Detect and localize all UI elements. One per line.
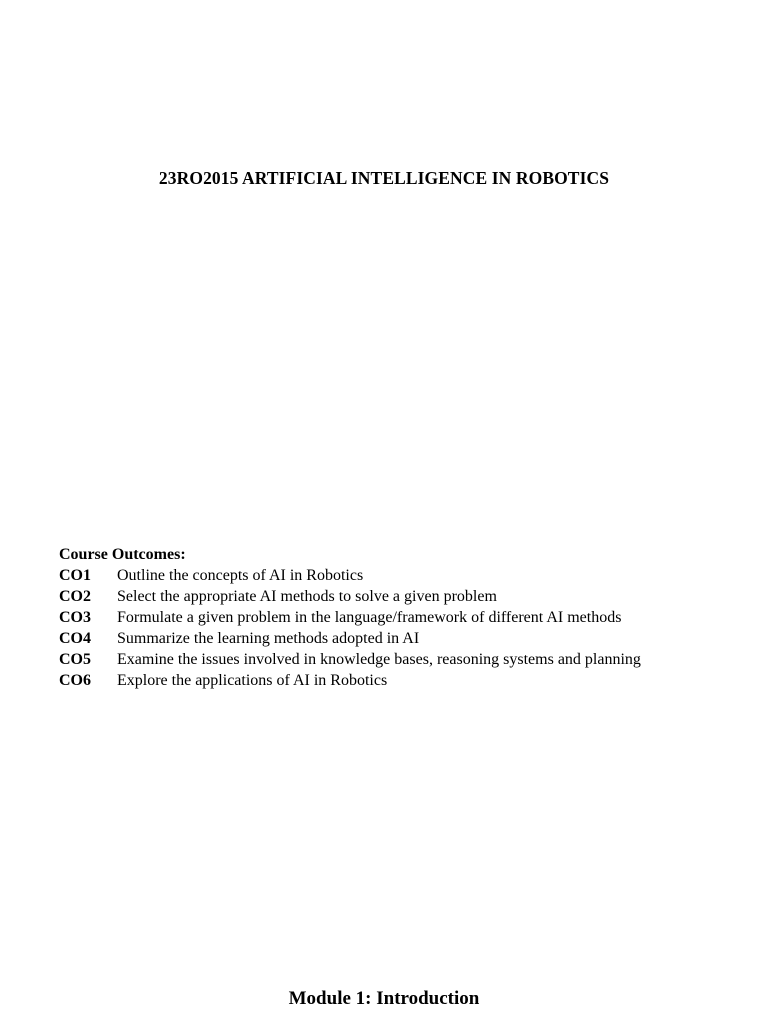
course-outcome-row xyxy=(59,565,749,586)
course-outcome-code: CO1 xyxy=(59,567,91,584)
course-outcome-code: CO3 xyxy=(59,609,91,626)
course-outcome-text: Select the appropriate AI methods to solve a given problem xyxy=(117,588,497,605)
course-outcome-row xyxy=(59,670,749,691)
course-outcome-code: CO6 xyxy=(59,672,91,689)
course-outcome-row xyxy=(59,586,749,607)
module-heading: Module 1: Introduction xyxy=(288,988,480,1009)
course-outcome-row xyxy=(59,628,749,649)
course-outcome-text: Summarize the learning methods adopted in AI xyxy=(117,630,420,647)
course-outcomes-section xyxy=(59,544,749,691)
course-outcome-row xyxy=(59,607,749,628)
course-outcomes-heading: Course Outcomes: xyxy=(59,546,186,563)
course-outcome-text: Explore the applications of AI in Robotics xyxy=(117,672,388,689)
course-outcome-text: Formulate a given problem in the language/framework of different AI methods xyxy=(117,609,622,626)
course-outcome-text: Outline the concepts of AI in Robotics xyxy=(117,567,364,584)
course-outcome-code: CO4 xyxy=(59,630,91,647)
course-outcome-text: Examine the issues involved in knowledge bases, reasoning systems and planning xyxy=(117,651,641,668)
course-outcome-code: CO5 xyxy=(59,651,91,668)
course-outcome-row xyxy=(59,649,749,670)
course-outcome-code: CO2 xyxy=(59,588,91,605)
document-title: 23RO2015 ARTIFICIAL INTELLIGENCE IN ROBOTICS xyxy=(158,168,610,188)
